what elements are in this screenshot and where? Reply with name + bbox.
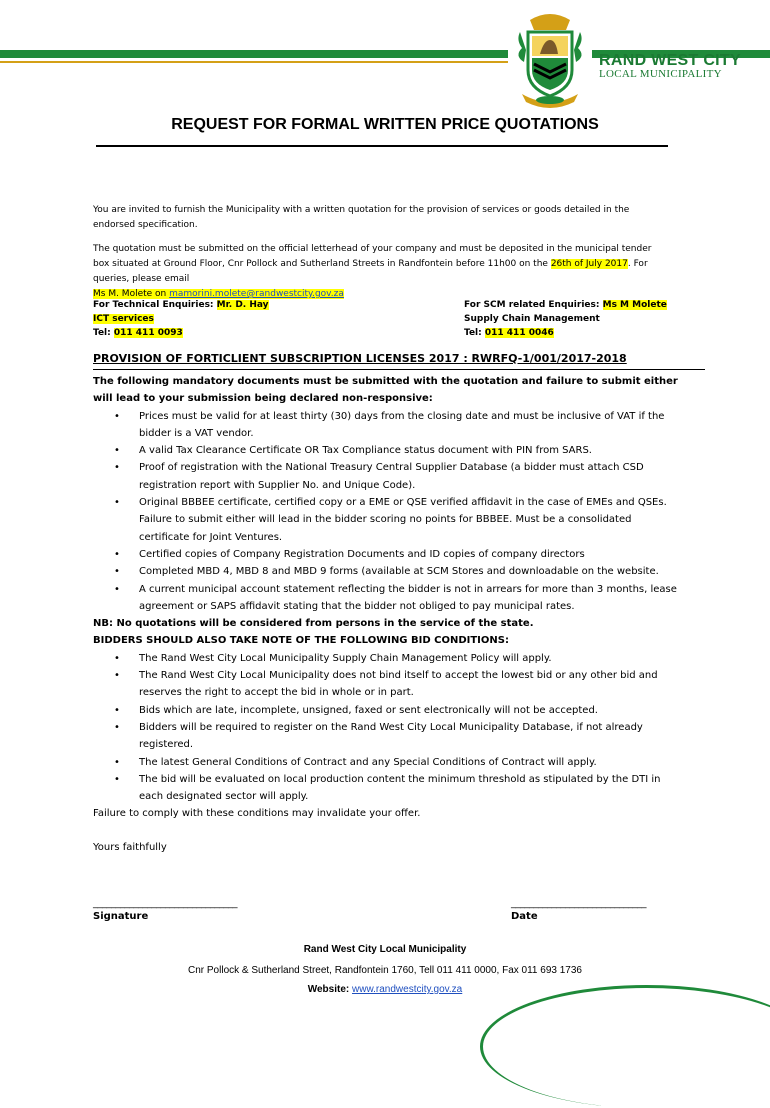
bid-condition-item: • The latest General Conditions of Contract and any Special Conditions of Contract will apply.: [93, 754, 678, 771]
failure-note: Failure to comply with these conditions may invalidate your offer.: [93, 808, 421, 820]
intro-paragraph-1: You are invited to furnish the Municipality with a written quotation for the provision of services or goods detailed in the endorsed specification.: [93, 205, 630, 230]
nb-note: NB: No quotations will be considered from persons in the service of the state.: [93, 618, 534, 630]
scm-name: Ms M Molete: [602, 300, 667, 310]
footer-name: Rand West City Local Municipality: [303, 944, 467, 955]
scm-tel: 011 411 0046: [484, 328, 554, 338]
bid-conditions-list: [93, 650, 678, 806]
technical-tel: 011 411 0093: [113, 328, 183, 338]
bid-condition-item: • The Rand West City Local Municipality does not bind itself to accept the lowest bid or any other bid and reserves the right to accept the bid in whole or in part.: [93, 667, 678, 702]
intro-p2-text-a: The quotation must be submitted on the official letterhead of your company and must be deposited in the municipal tender box situated at Ground Floor, Cnr Pollock and Sutherland Streets in Randfontein before 11h00 on the: [93, 244, 652, 269]
closing-date-highlight: 26th of July 2017: [550, 259, 628, 269]
bid-condition-item: • The bid will be evaluated on local production content the minimum threshold as stipulated by the DTI in each designated sector will apply.: [93, 771, 678, 806]
header-gold-line: [0, 61, 515, 63]
header-green-band: [0, 50, 515, 58]
intro-paragraph-2: [93, 242, 653, 302]
mandatory-document-item: • Proof of registration with the National Treasury Central Supplier Database (a bidder must attach CSD registration report with Supplier No. and Unique Code).: [93, 459, 678, 494]
municipal-crest-logo: [508, 10, 592, 110]
provision-rule: [93, 369, 705, 370]
mandatory-document-item: • Prices must be valid for at least thirty (30) days from the closing date and must be inclusive of VAT if the bidder is a VAT vendor.: [93, 408, 678, 443]
logo-subtitle: LOCAL MUNICIPALITY: [599, 68, 722, 80]
logo-title: RAND WEST CITY: [599, 52, 741, 69]
conditions-title: BIDDERS SHOULD ALSO TAKE NOTE OF THE FOLLOWING BID CONDITIONS:: [93, 635, 509, 647]
logo-wordmark: [599, 52, 741, 80]
closing-salutation: Yours faithfully: [93, 841, 167, 853]
technical-dept: ICT services: [93, 314, 154, 324]
scm-contact-block: [464, 298, 667, 340]
provision-title: PROVISION OF FORTICLIENT SUBSCRIPTION LICENSES 2017 : RWRFQ-1/001/2017-2018: [93, 352, 627, 365]
technical-tel-label: Tel:: [93, 328, 114, 338]
signature-label: Signature: [93, 911, 149, 922]
footer-website: [0, 984, 770, 995]
mandatory-document-item: • Original BBBEE certificate, certified copy or a EME or QSE verified affidavit in the case of EMEs and QSEs. Failure to submit either will lead in the bidder scoring no points for BBBEE. Must be a consolidated certificate for Joint Ventures.: [93, 494, 678, 546]
footer-address: Cnr Pollock & Sutherland Street, Randfontein 1760, Tell 011 411 0000, Fax 011 693 1736: [188, 965, 582, 976]
query-contact-name: Ms M. Molete on: [93, 289, 170, 299]
query-email-link[interactable]: mamorini.molete@randwestcity.gov.za: [169, 289, 344, 299]
scm-tel-label: Tel:: [464, 328, 485, 338]
mandatory-document-item: • Completed MBD 4, MBD 8 and MBD 9 forms (available at SCM Stores and downloadable on the website.: [93, 563, 678, 580]
bid-condition-item: • Bidders will be required to register on the Rand West City Local Municipality Database, if not already registered.: [93, 719, 678, 754]
mandatory-document-item: • A valid Tax Clearance Certificate OR Tax Compliance status document with PIN from SARS.: [93, 442, 678, 459]
signature-line: ________________________________: [93, 898, 237, 909]
date-line: ______________________________: [511, 898, 646, 909]
technical-contact-block: [93, 298, 269, 340]
title-underline: [96, 145, 668, 147]
bid-condition-item: • The Rand West City Local Municipality Supply Chain Management Policy will apply.: [93, 650, 678, 667]
bid-condition-item: • Bids which are late, incomplete, unsigned, faxed or sent electronically will not be accepted.: [93, 702, 678, 719]
technical-label: For Technical Enquiries:: [93, 300, 217, 310]
mandatory-document-item: • Certified copies of Company Registration Documents and ID copies of company directors: [93, 546, 678, 563]
footer-decoration-arc: [480, 985, 770, 1108]
mandatory-documents-list: [93, 408, 678, 616]
mandatory-intro: The following mandatory documents must be submitted with the quotation and failure to submit either will lead to your submission being declared non-responsive:: [93, 376, 678, 405]
footer-website-label: Website:: [307, 984, 353, 995]
document-title: REQUEST FOR FORMAL WRITTEN PRICE QUOTATIONS: [171, 116, 599, 133]
scm-label: For SCM related Enquiries:: [464, 300, 603, 310]
intro-p2-text-b: . For queries, please email: [93, 259, 648, 284]
date-label: Date: [511, 911, 538, 922]
main-body: [93, 373, 678, 856]
footer-website-link[interactable]: www.randwestcity.gov.za: [352, 984, 463, 995]
scm-dept: Supply Chain Management: [464, 314, 600, 324]
mandatory-document-item: • A current municipal account statement reflecting the bidder is not in arrears for more than 3 months, lease agreement or SAPS affidavit stating that the bidder not obliged to pay municipal rates.: [93, 581, 678, 616]
technical-name: Mr. D. Hay: [216, 300, 269, 310]
